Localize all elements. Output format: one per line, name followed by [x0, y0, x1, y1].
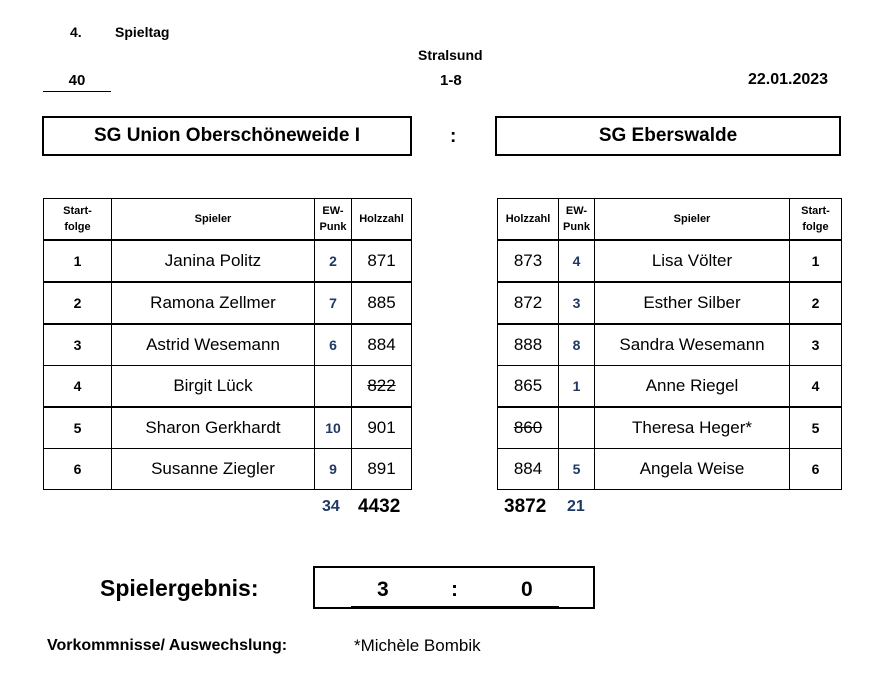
ew-points: 5 [559, 449, 595, 490]
player-name: Birgit Lück [112, 366, 315, 408]
result-home: 3 [377, 578, 389, 601]
header-spieler: Spieler [112, 199, 315, 241]
table-row [498, 240, 842, 282]
table-row [498, 366, 842, 408]
holzzahl: 872 [498, 282, 559, 324]
result-label: Spielergebnis: [100, 575, 259, 601]
start-position: 4 [790, 366, 842, 408]
start-position: 5 [44, 407, 112, 449]
table-row [498, 324, 842, 366]
table-header-row [44, 199, 412, 241]
holzzahl: 891 [352, 449, 412, 490]
holzzahl: 901 [352, 407, 412, 449]
incidents-text: *Michèle Bombik [354, 636, 481, 655]
result-underline-home [351, 606, 411, 607]
player-name: Esther Silber [595, 282, 790, 324]
header-holzzahl: Holzzahl [498, 199, 559, 241]
start-position: 3 [790, 324, 842, 366]
header-startfolge: Start- folge [790, 199, 842, 241]
home-team-box [42, 116, 412, 156]
ew-points: 6 [315, 324, 352, 366]
table-row [44, 324, 412, 366]
ew-points: 8 [559, 324, 595, 366]
away-team-name: SG Eberswalde [598, 125, 738, 146]
ew-points: 10 [315, 407, 352, 449]
player-name: Lisa Völter [595, 240, 790, 282]
holzzahl: 884 [498, 449, 559, 490]
ew-points: 7 [315, 282, 352, 324]
match-number: 40 [43, 72, 111, 92]
player-name: Sandra Wesemann [595, 324, 790, 366]
home-holz-total: 4432 [358, 496, 401, 517]
player-name: Anne Riegel [595, 366, 790, 408]
start-position: 2 [44, 282, 112, 324]
table-row [44, 449, 412, 490]
ew-points [315, 366, 352, 408]
holzzahl: 871 [352, 240, 412, 282]
holzzahl-struck: 860 [498, 407, 559, 449]
holzzahl-struck: 822 [352, 366, 412, 408]
result-underline-away [497, 606, 559, 607]
result-underline-mid [411, 605, 497, 607]
start-position: 5 [790, 407, 842, 449]
player-name: Angela Weise [595, 449, 790, 490]
home-team-name: SG Union Oberschöneweide I [93, 125, 361, 146]
ew-points: 3 [559, 282, 595, 324]
result-box [313, 566, 595, 609]
player-name: Janina Politz [112, 240, 315, 282]
player-name: Susanne Ziegler [112, 449, 315, 490]
holzzahl: 888 [498, 324, 559, 366]
table-row [44, 407, 412, 449]
header-ew: EW- Punk [315, 199, 352, 241]
start-position: 1 [44, 240, 112, 282]
header-holzzahl: Holzzahl [352, 199, 412, 241]
start-position: 3 [44, 324, 112, 366]
result-separator: : [451, 578, 458, 601]
spieltag-number: 4. [70, 24, 82, 40]
start-position: 1 [790, 240, 842, 282]
holzzahl: 884 [352, 324, 412, 366]
holzzahl: 885 [352, 282, 412, 324]
table-row [498, 407, 842, 449]
header-ew: EW- Punk [559, 199, 595, 241]
holzzahl: 865 [498, 366, 559, 408]
incidents-label: Vorkommnisse/ Auswechslung: [47, 637, 288, 654]
home-players-table [43, 198, 412, 490]
holzzahl: 873 [498, 240, 559, 282]
away-ew-total: 21 [567, 498, 585, 515]
team-separator: : [450, 126, 457, 147]
player-name: Ramona Zellmer [112, 282, 315, 324]
start-position: 2 [790, 282, 842, 324]
player-name: Theresa Heger* [595, 407, 790, 449]
header-spieler: Spieler [595, 199, 790, 241]
start-position: 6 [790, 449, 842, 490]
away-team-box [495, 116, 841, 156]
home-ew-total: 34 [322, 498, 340, 515]
start-position: 6 [44, 449, 112, 490]
header-startfolge: Start- folge [44, 199, 112, 241]
spieltag-label: Spieltag [115, 24, 170, 40]
venue: Stralsund [418, 47, 483, 63]
table-row [498, 449, 842, 490]
ew-points: 4 [559, 240, 595, 282]
player-name: Astrid Wesemann [112, 324, 315, 366]
away-players-table [497, 198, 842, 490]
ew-points: 1 [559, 366, 595, 408]
match-date: 22.01.2023 [748, 71, 829, 88]
table-header-row [498, 199, 842, 241]
table-row [44, 366, 412, 408]
table-row [44, 282, 412, 324]
ew-points [559, 407, 595, 449]
player-name: Sharon Gerkhardt [112, 407, 315, 449]
result-away: 0 [521, 578, 533, 601]
away-holz-total: 3872 [504, 496, 547, 517]
table-row [44, 240, 412, 282]
ew-points: 2 [315, 240, 352, 282]
lanes: 1-8 [440, 72, 462, 89]
start-position: 4 [44, 366, 112, 408]
table-row [498, 282, 842, 324]
ew-points: 9 [315, 449, 352, 490]
